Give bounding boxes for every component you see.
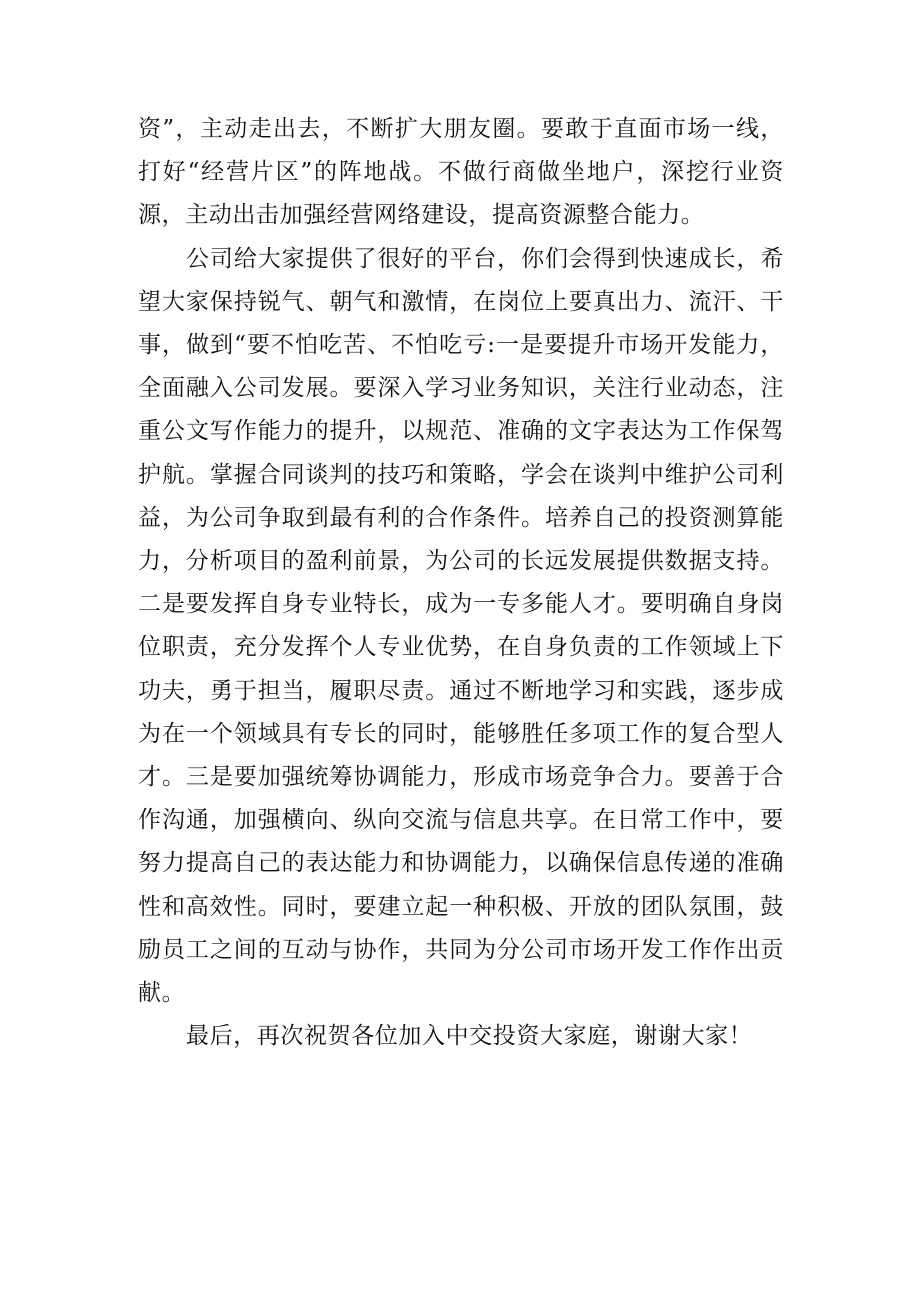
paragraph-continuation: 资”，主动走出去，不断扩大朋友圈。要敢于直面市场一线，打好“经营片区”的阵地战。不做行商做坐地户，深挖行业资源，主动出击加强经营网络建设，提高资源整合能力。	[138, 116, 784, 229]
paragraph-closing: 最后，再次祝贺各位加入中交投资大家庭，谢谢大家！	[186, 1023, 753, 1050]
paragraph-main: 公司给大家提供了很好的平台，你们会得到快速成长，希望大家保持锐气、朝气和激情，在岗位上要真出力、流汗、干事，做到“要不怕吃苦、不怕吃亏:一是要提升市场开发能力，全面融入公司发展。要深入学习业务知识，关注行业动态，注重公文写作能力的提升，以规范、准确的文字表达为工作保驾护航。掌握合同谈判的技巧和策略，学会在谈判中维护公司利益，为公司争取到最有利的合作条件。培养自己的投资测算能力，分析项目的盈利前景，为公司的长远发展提供数据支持。二是要发挥自身专业特长，成为一专多能人才。要明确自身岗位职责，充分发挥个人专业优势，在自身负责的工作领域上下功夫，勇于担当，履职尽责。通过不断地学习和实践，逐步成为在一个领域具有专长的同时，能够胜任多项工作的复合型人才。三是要加强统筹协调能力，形成市场竞争合力。要善于合作沟通，加强横向、纵向交流与信息共享。在日常工作中，要努力提高自己的表达能力和协调能力，以确保信息传递的准确性和高效性。同时，要建立起一种积极、开放的团队氛围，鼓励员工之间的互动与协作，共同为分公司市场开发工作作出贡献。	[138, 245, 784, 1007]
document-body	[138, 108, 784, 1058]
